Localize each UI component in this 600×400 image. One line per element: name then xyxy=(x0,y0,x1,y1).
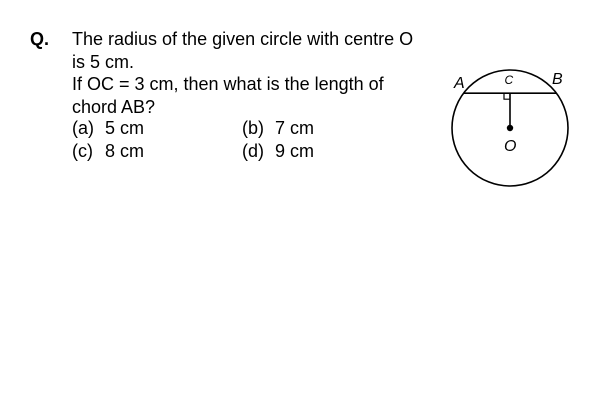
option-a-text: 5 cm xyxy=(105,118,145,138)
option-b[interactable] xyxy=(242,117,412,140)
label-o: O xyxy=(504,138,517,155)
question-text xyxy=(72,28,452,118)
options-row xyxy=(72,117,412,140)
question-line: If OC = 3 cm, then what is the length of xyxy=(72,74,384,94)
question-line: The radius of the given circle with centre O xyxy=(72,29,414,49)
option-a-label: (a) xyxy=(72,118,94,138)
label-c: C xyxy=(504,73,514,87)
option-b-label: (b) xyxy=(242,118,264,138)
option-d-label: (d) xyxy=(242,141,264,161)
options-row xyxy=(72,140,412,163)
option-c-label: (c) xyxy=(72,141,93,161)
option-d-text: 9 cm xyxy=(275,141,315,161)
answer-options xyxy=(72,117,412,163)
option-d[interactable] xyxy=(242,140,412,163)
centre-point xyxy=(507,125,513,131)
question-number: Q. xyxy=(30,29,50,49)
circle-figure xyxy=(440,62,580,196)
label-b: B xyxy=(552,71,563,88)
option-c-text: 8 cm xyxy=(105,141,145,161)
question-line: is 5 cm. xyxy=(72,51,135,72)
option-a[interactable] xyxy=(72,117,242,140)
question-line: chord AB? xyxy=(72,96,156,117)
circle-diagram xyxy=(440,62,580,196)
option-b-text: 7 cm xyxy=(275,118,315,138)
label-a: A xyxy=(454,75,465,92)
right-angle-mark xyxy=(504,93,510,99)
option-c[interactable] xyxy=(72,140,242,163)
